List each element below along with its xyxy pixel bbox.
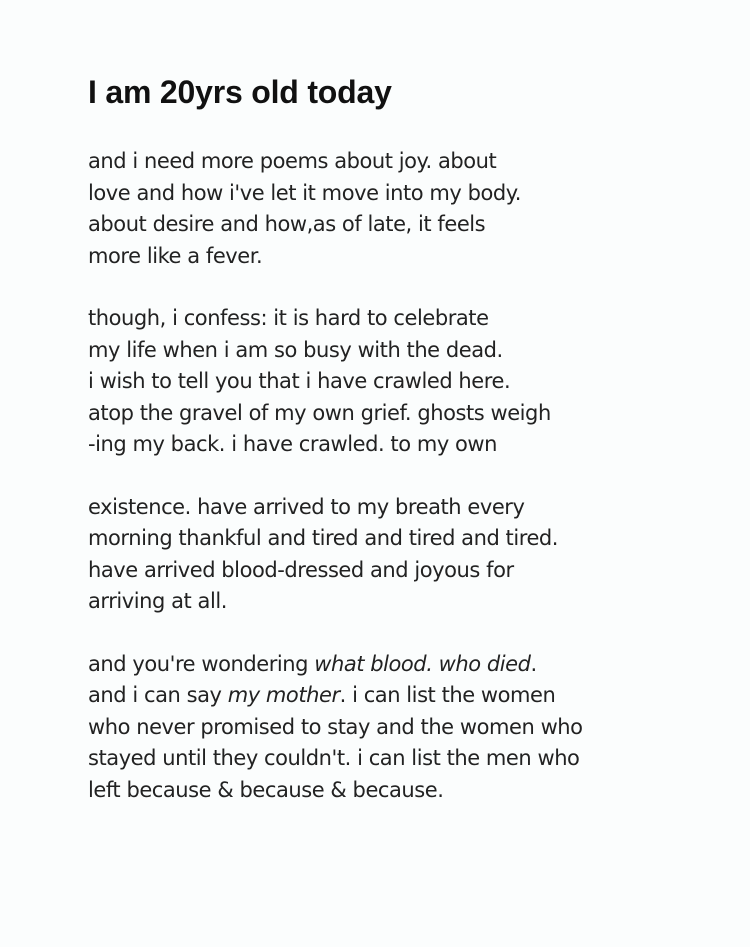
stanza xyxy=(88,649,728,807)
poem-line xyxy=(88,209,728,241)
line-text: and you're wondering xyxy=(88,651,315,676)
poem-line xyxy=(88,492,728,524)
poem-line xyxy=(88,429,728,461)
line-text: love and how i've let it move into my body. xyxy=(88,180,521,205)
line-text: atop the gravel of my own grief. ghosts weigh xyxy=(88,400,551,425)
poem-line xyxy=(88,680,728,712)
line-text: though, i confess: it is hard to celebrate xyxy=(88,306,489,330)
line-text: . i can list the women xyxy=(339,683,556,707)
line-text: i wish to tell you that i have crawled here. xyxy=(88,369,511,393)
poem-line xyxy=(88,586,728,618)
line-text: and i need more poems about joy. about xyxy=(88,149,497,173)
line-text: arriving at all. xyxy=(88,589,227,613)
italic-phrase: my mother xyxy=(227,683,340,707)
line-text: -ing my back. i have crawled. to my own xyxy=(88,432,498,456)
poem-line xyxy=(88,241,728,273)
poem-line xyxy=(88,555,728,587)
line-text: have arrived blood-dressed and joyous for xyxy=(88,557,514,582)
poem-body xyxy=(88,146,728,837)
line-text: left because & because & because. xyxy=(88,777,444,802)
poem-line xyxy=(88,398,728,430)
line-text: existence. have arrived to my breath every xyxy=(88,494,525,519)
poem-line xyxy=(88,335,728,367)
poem-line xyxy=(88,523,728,555)
stanza xyxy=(88,146,728,272)
poem-line xyxy=(88,649,728,681)
poem-line xyxy=(88,146,728,178)
poem-line xyxy=(88,712,728,744)
line-text: who never promised to stay and the women who xyxy=(88,714,583,739)
line-text: my life when i am so busy with the dead. xyxy=(88,337,503,362)
stanza xyxy=(88,303,728,461)
line-text: stayed until they couldn't. i can list the men who xyxy=(88,746,580,770)
poem-line xyxy=(88,303,728,335)
poem-line xyxy=(88,178,728,210)
italic-phrase: what blood. who died xyxy=(314,651,531,676)
stanza xyxy=(88,492,728,618)
line-text: more like a fever. xyxy=(88,243,263,268)
line-text: about desire and how,as of late, it feels xyxy=(88,212,486,236)
poem-line xyxy=(88,743,728,775)
poem-title: I am 20yrs old today xyxy=(88,74,392,110)
line-text: and i can say xyxy=(88,683,228,707)
poem-line xyxy=(88,366,728,398)
line-text: . xyxy=(530,651,537,676)
poem-line xyxy=(88,775,728,807)
line-text: morning thankful and tired and tired and tired. xyxy=(88,526,559,550)
